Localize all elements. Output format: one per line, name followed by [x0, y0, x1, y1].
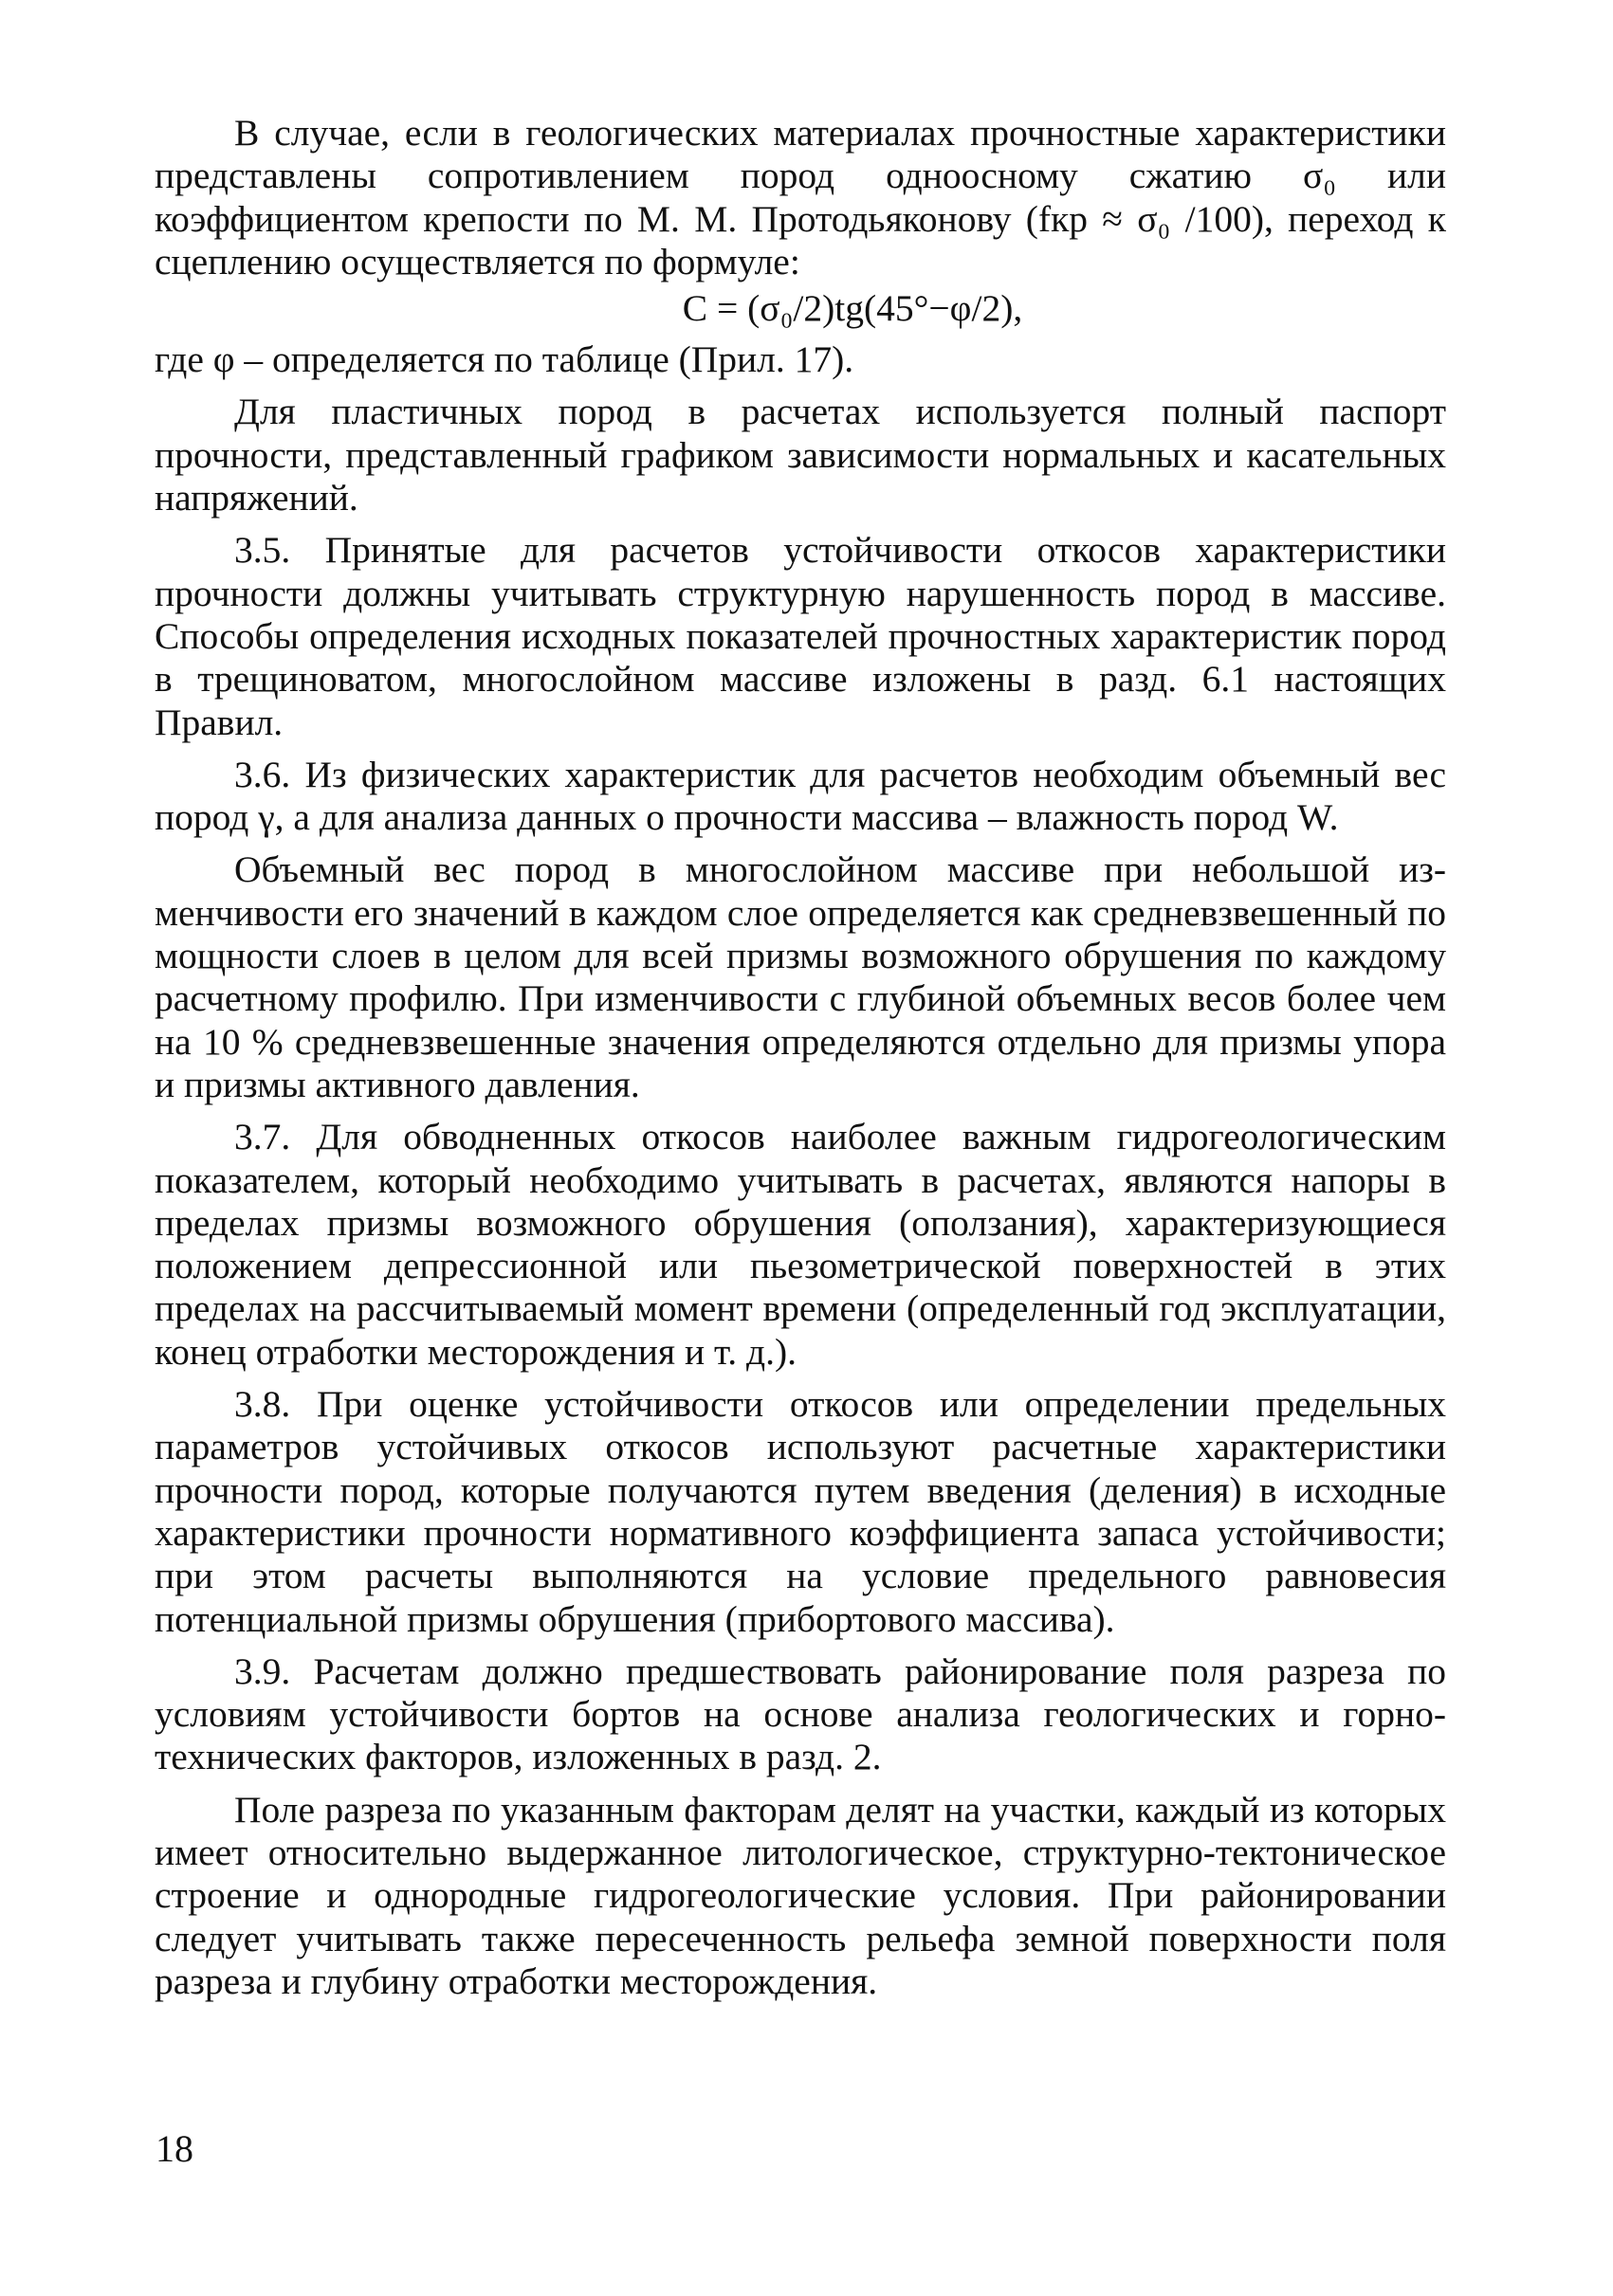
cohesion-formula: C = (σ₀/2)tg(45°−φ/2),: [682, 287, 1023, 330]
page-number: 18: [156, 2127, 193, 2170]
paragraph-3-5: 3.5. Принятые для расчетов устойчивости откосов характеристики прочности должны учитывать структурную нарушенность пород в массиве. Способы определения исходных показателей прочностных характеристик пород в трещиноватом, многослойном массиве изложены в разд. 6.1 настоящих Правил.: [155, 529, 1446, 743]
paragraph-plastic-rocks: Для пластичных пород в расчетах используется полный паспорт прочности, представленный графиком зависимости нормальных и касательных напряжений.: [155, 391, 1446, 519]
paragraph-3-9: 3.9. Расчетам должно предшествовать районирование поля разреза по условиям устойчивости бортов на основе анализа геологических и горно-технических факторов, изложенных в разд. 2.: [155, 1649, 1446, 1778]
paragraph-zoning: Поле разреза по указанным факторам делят на участки, каждый из которых имеет относительно выдержанное литологическое, структурно-тектоническое строение и однородные гидрогеологические условия. При районировании следует учитывать также пересеченность рельефа земной поверхности поля разреза и глубину отработки месторождения.: [155, 1788, 1446, 2002]
paragraph-phi-note: где φ – определяется по таблице (Прил. 17).: [155, 338, 854, 381]
paragraph-strength-conversion: В случае, если в геологических материалах прочностные характеристики представлены сопротивлением пород одноосному сжатию σ₀ или коэффициентом крепости по М. М. Протодьяконову (fкр ≈ σ₀ /100), переход к сцеплению осуществляется по формуле:: [155, 112, 1446, 282]
paragraph-3-6: 3.6. Из физических характеристик для расчетов необходим объемный вес пород γ, а для анализа данных о прочности массива – влажность пород W.: [155, 753, 1446, 839]
paragraph-unit-weight: Объемный вес пород в многослойном массиве при небольшой изменчивости его значений в каждом слое определяется как средневзвешенный по мощности слоев в целом для всей призмы возможного обрушения по каждому расчетному профилю. При изменчивости с глубиной объемных весов более чем на 10 % средневзвешенные значения определяются отдельно для призмы упора и призмы активного давления.: [155, 848, 1446, 1105]
paragraph-3-8: 3.8. При оценке устойчивости откосов или определении предельных параметров устойчивых откосов используют расчетные характеристики прочности пород, которые получаются путем введения (деления) в исходные характеристики прочности нормативного коэффициента запаса устойчивости; при этом расчеты выполняются на условие предельного равновесия потенциальной призмы обрушения (прибортового массива).: [155, 1383, 1446, 1640]
body-text: [155, 112, 1446, 2003]
paragraph-3-7: 3.7. Для обводненных откосов наиболее важным гидрогеологическим показателем, который необходимо учитывать в расчетах, являются напоры в пределах призмы возможного обрушения (оползания), характеризующиеся положением депрессионной или пьезометрической поверхностей в этих пределах на рассчитываемый момент времени (определенный год эксплуатации, конец отработки месторождения и т. д.).: [155, 1116, 1446, 1373]
